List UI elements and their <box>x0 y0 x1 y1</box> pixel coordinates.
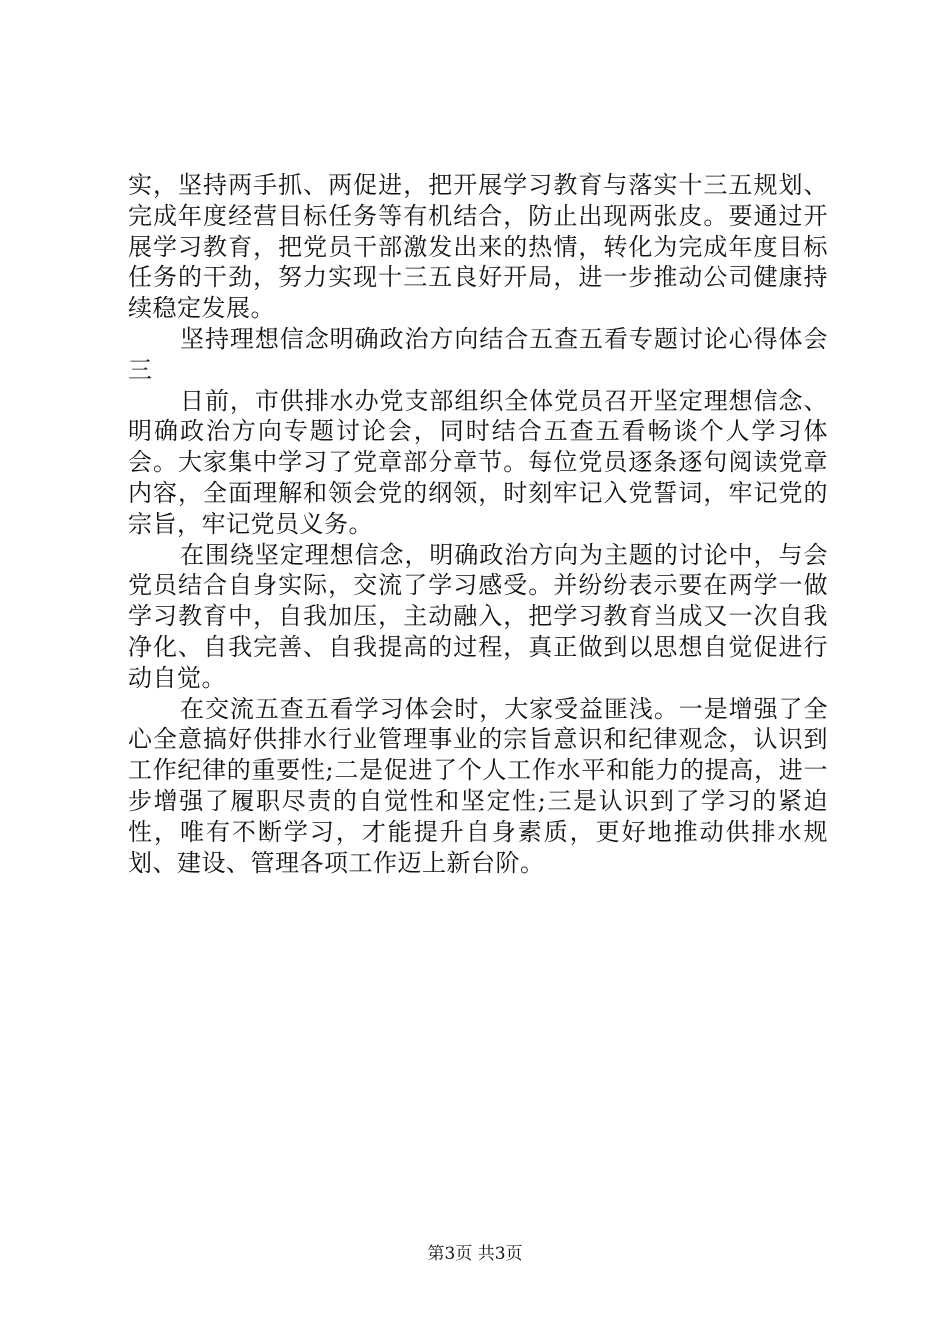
paragraph: 实，坚持两手抓、两促进，把开展学习教育与落实十三五规划、完成年度经营目标任务等有机结合，防止出现两张皮。要通过开展学习教育，把党员干部激发出来的热情，转化为完成年度目标任务的干劲，努力实现十三五良好开局，进一步推动公司健康持续稳定发展。 <box>128 171 828 323</box>
paragraph: 在围绕坚定理想信念，明确政治方向为主题的讨论中，与会党员结合自身实际，交流了学习感受。并纷纷表示要在两学一做学习教育中，自我加压，主动融入，把学习教育当成又一次自我净化、自我完善、自我提高的过程，真正做到以思想自觉促进行动自觉。 <box>128 540 828 692</box>
page-number-footer: 第3页 共3页 <box>427 1244 523 1264</box>
document-body <box>128 170 828 878</box>
section-heading: 坚持理想信念明确政治方向结合五查五看专题讨论心得体会三 <box>128 324 828 384</box>
paragraph: 日前，市供排水办党支部组织全体党员召开坚定理想信念、明确政治方向专题讨论会，同时结合五查五看畅谈个人学习体会。大家集中学习了党章部分章节。每位党员逐条逐句阅读党章内容，全面理解和领会党的纲领，时刻牢记入党誓词，牢记党的宗旨，牢记党员义务。 <box>128 386 828 538</box>
paragraph: 在交流五查五看学习体会时，大家受益匪浅。一是增强了全心全意搞好供排水行业管理事业的宗旨意识和纪律观念，认识到工作纪律的重要性;二是促进了个人工作水平和能力的提高，进一步增强了履职尽责的自觉性和坚定性;三是认识到了学习的紧迫性，唯有不断学习，才能提升自身素质，更好地推动供排水规划、建设、管理各项工作迈上新台阶。 <box>128 694 828 877</box>
